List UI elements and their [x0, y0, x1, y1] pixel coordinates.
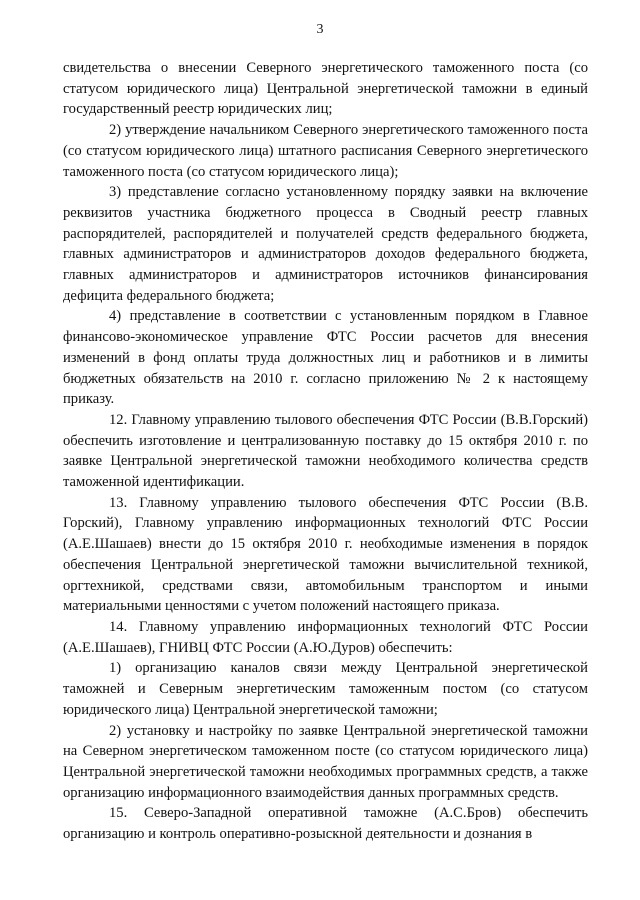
paragraph-item-4: 4) представление в соответствии с установленным порядком в Главное финансово-экономическое управление ФТС России расчетов для внесения изменений в фонд оплаты труда должностных лиц и работников и в лимиты бюджетных обязательств на 2010 г. согласно приложению № 2 к настоящему приказу. [63, 308, 588, 408]
paragraph-clause-15: 15. Северо-Западной оперативной таможне (А.С.Бров) обеспечить организацию и контроль оперативно-розыскной деятельности и дознания в [63, 805, 588, 843]
paragraph-continuation: свидетельства о внесении Северного энергетического таможенного поста (со статусом юридического лица) Центральной энергетической таможни в единый государственный реестр юридических лиц; [63, 60, 588, 118]
page-number: 3 [316, 22, 324, 37]
paragraph-clause-14: 14. Главному управлению информационных технологий ФТС России (А.Е.Шашаев), ГНИВЦ ФТС России (А.Ю.Дуров) обеспечить: [63, 618, 588, 656]
paragraph-clause-14-item-2: 2) установку и настройку по заявке Центральной энергетической таможни на Северном энергетическом таможенном посте (со статусом юридического лица) Центральной энергетической таможни необходимых программных средств, а также организацию информационного взаимодействия данных программных средств. [63, 722, 588, 801]
paragraph-clause-13: 13. Главному управлению тылового обеспечения ФТС России (В.В. Горский), Главному управлению информационных технологий ФТС России (А.Е.Шашаев) внести до 15 октября 2010 г. необходимые изменения в порядок обеспечения Центральной энергетической таможни вычислительной техникой, оргтехникой, средствами связи, автомобильным транспортом и иными материальными ценностями с учетом положений настоящего приказа. [63, 494, 588, 615]
paragraph-clause-14-item-1: 1) организацию каналов связи между Центральной энергетической таможней и Северным энергетическим таможенным постом (со статусом юридического лица) Центральной энергетической таможни; [63, 660, 588, 718]
paragraph-clause-12: 12. Главному управлению тылового обеспечения ФТС России (В.В.Горский) обеспечить изготовление и централизованную поставку до 15 октября 2010 г. по заявке Центральной энергетической таможни необходимого количества средств таможенной идентификации. [63, 411, 588, 491]
document-body [63, 58, 588, 845]
paragraph-item-2: 2) утверждение начальником Северного энергетического таможенного поста (со статусом юридического лица) штатного расписания Северного энергетического таможенного поста (со статусом юридического лица); [63, 122, 588, 180]
paragraph-item-3: 3) представление согласно установленному порядку заявки на включение реквизитов участника бюджетного процесса в Сводный реестр главных распорядителей, распорядителей и получателей средств федерального бюджета, главных администраторов и администраторов доходов федерального бюджета, главных администраторов и администраторов источников финансирования дефицита федерального бюджета; [63, 184, 588, 304]
